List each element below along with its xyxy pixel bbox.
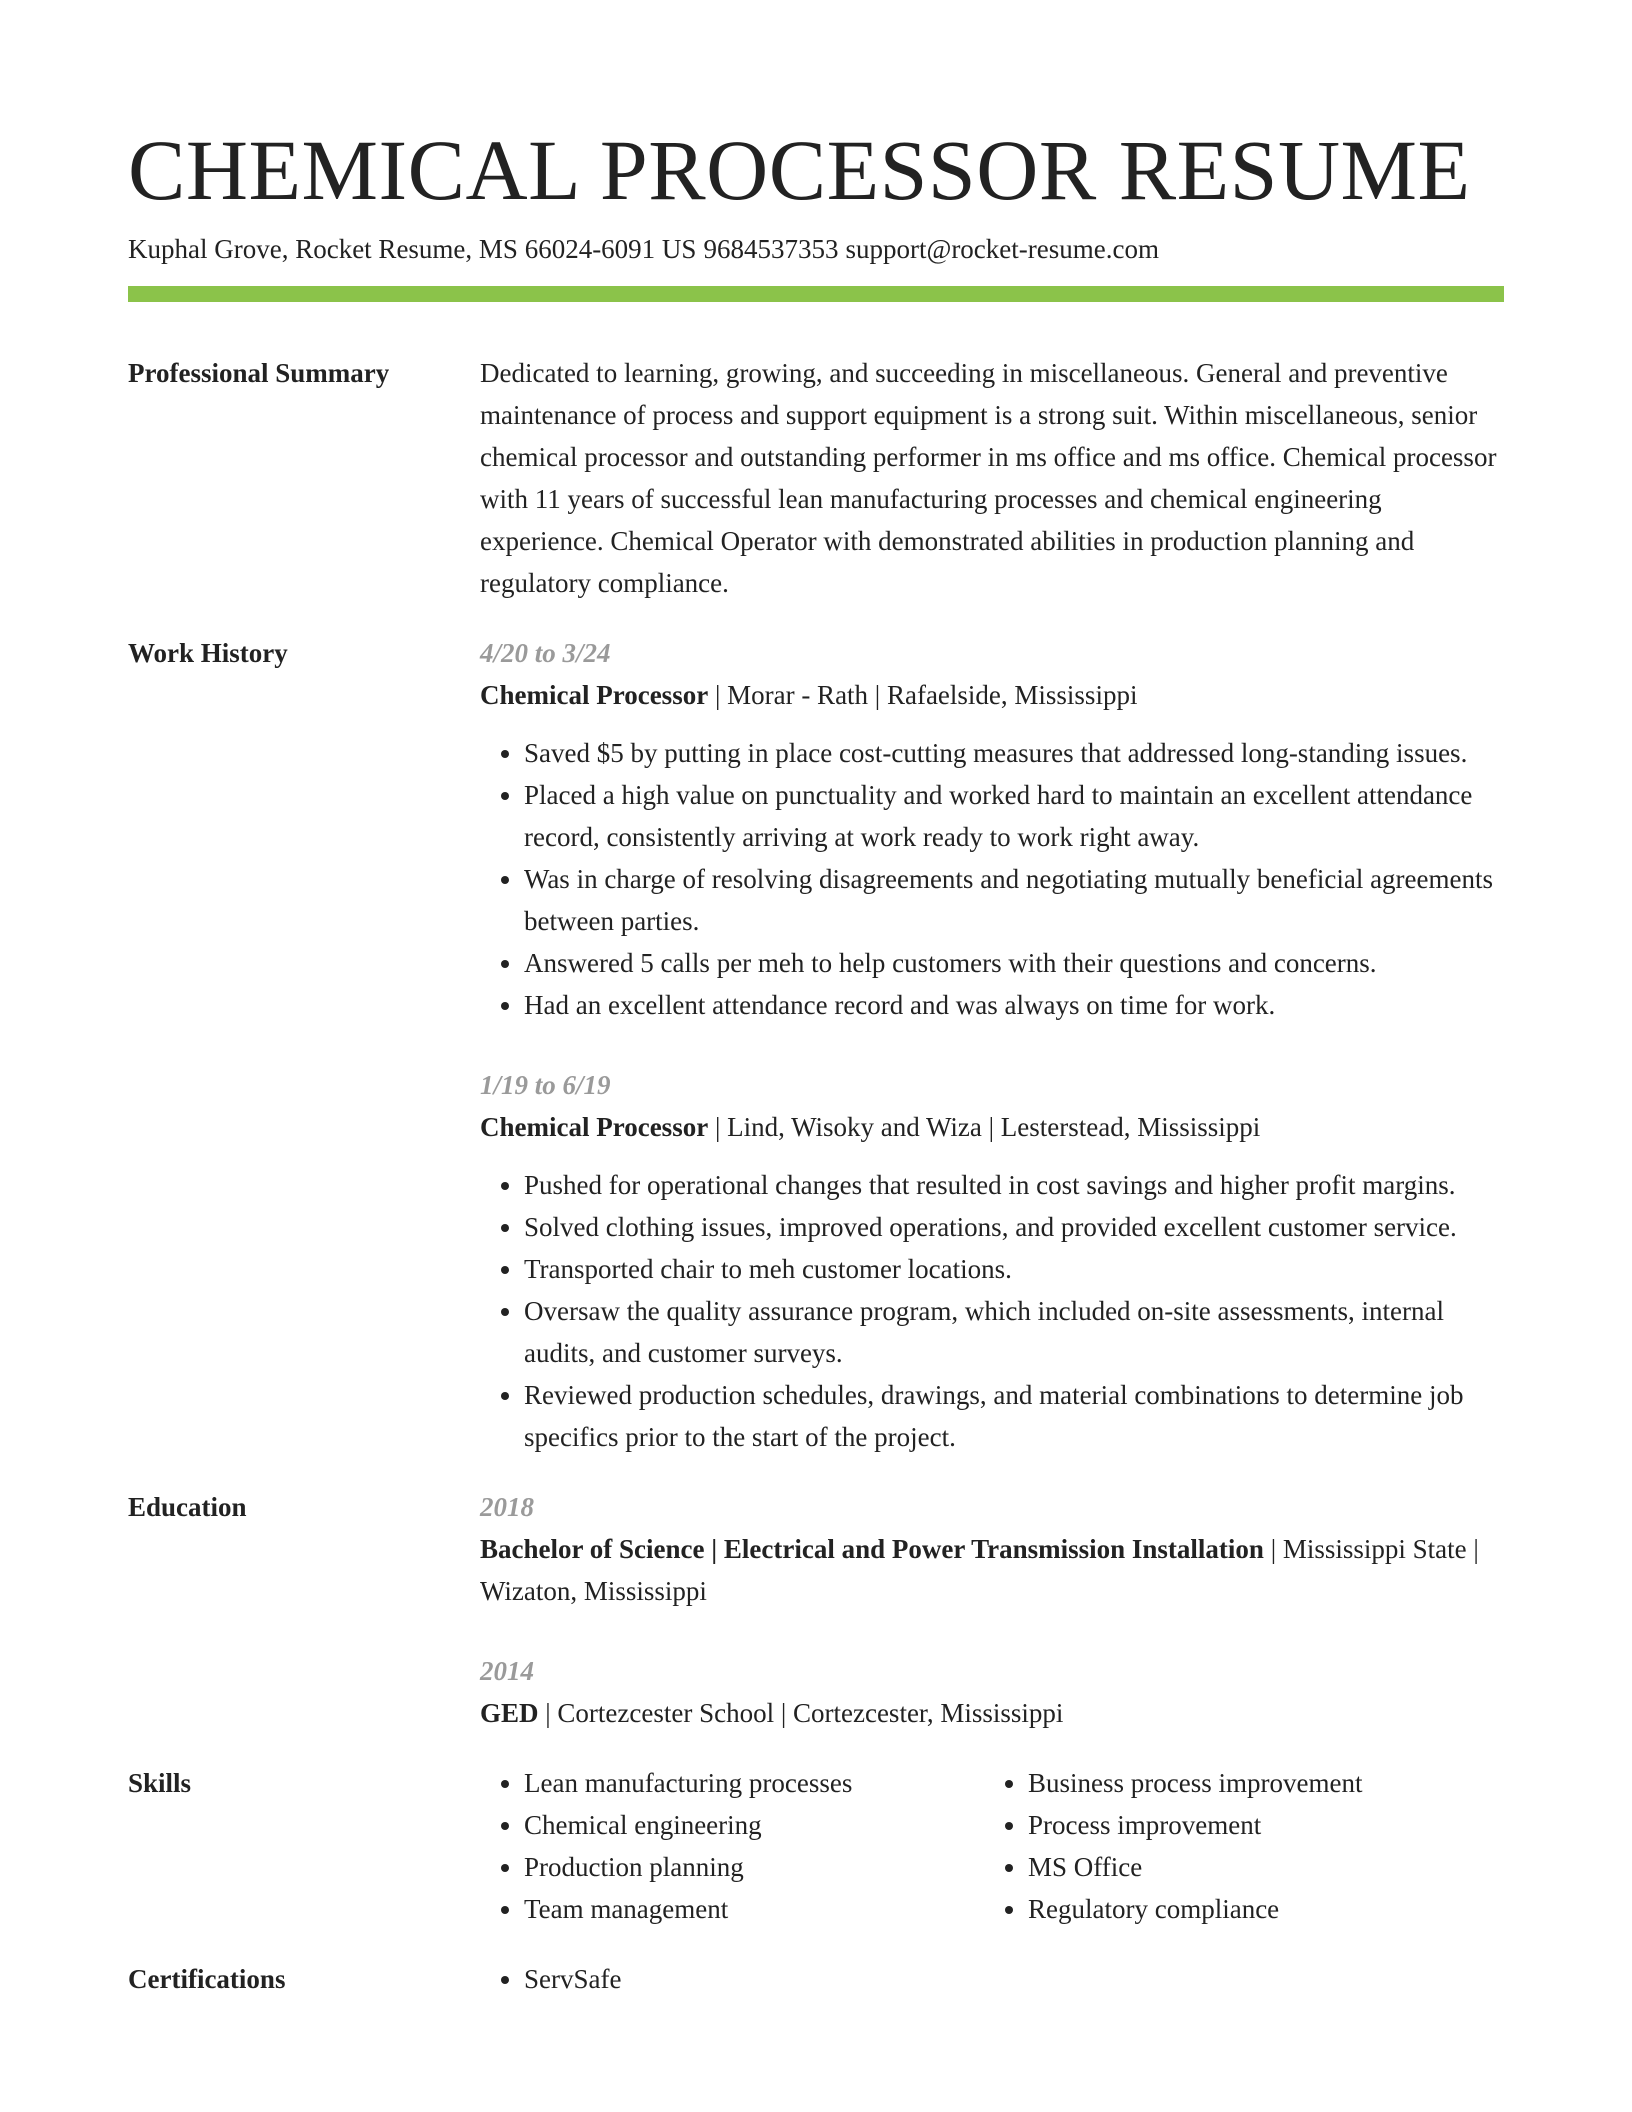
list-item: • Chemical engineering	[524, 1804, 984, 1846]
list-item: • Business process improvement	[1028, 1762, 1362, 1804]
list-item: • Was in charge of resolving disagreements and negotiating mutually beneficial agreements between parties.	[524, 858, 1504, 942]
list-item: • Production planning	[524, 1846, 984, 1888]
list-item: • Lean manufacturing processes	[524, 1762, 984, 1804]
list-item: • Placed a high value on punctuality and worked hard to maintain an excellent attendance record, consistently arriving at work ready to work right away.	[524, 774, 1504, 858]
job-dates: 4/20 to 3/24	[480, 638, 611, 668]
education-section	[128, 1486, 1504, 1734]
education-details: | Cortezcester School | Cortezcester, Mississippi	[538, 1698, 1064, 1728]
contact-address: Kuphal Grove, Rocket Resume, MS 66024-6091 US	[128, 234, 697, 264]
accent-divider	[128, 286, 1504, 302]
job-title: Chemical Processor	[480, 1112, 709, 1142]
education-degree: GED	[480, 1698, 539, 1728]
list-item: • ServSafe	[524, 1958, 1504, 2000]
education-line	[480, 1692, 1504, 1734]
summary-text: Dedicated to learning, growing, and succeeding in miscellaneous. General and preventive maintenance of process and support equipment is a strong suit. Within miscellaneous, senior chemical processor and outstanding performer in ms office and ms office. Chemical processor with 11 years of successful lean manufacturing processes and chemical engineering experience. Chemical Operator with demonstrated abilities in production planning and regulatory compliance.	[480, 358, 1497, 598]
job-title-line	[480, 1106, 1504, 1148]
list-item: • Team management	[524, 1888, 984, 1930]
education-line	[480, 1528, 1504, 1612]
list-item: • Pushed for operational changes that resulted in cost savings and higher profit margins.	[524, 1164, 1504, 1206]
job-title-line	[480, 674, 1504, 716]
section-label-work: Work History	[128, 638, 288, 668]
education-year: 2018	[480, 1492, 534, 1522]
education-details: | Mississippi State | Wizaton, Mississippi	[480, 1534, 1479, 1606]
certifications-section	[128, 1958, 1504, 2000]
list-item: • Transported chair to meh customer locations.	[524, 1248, 1504, 1290]
list-item: • Solved clothing issues, improved operations, and provided excellent customer service.	[524, 1206, 1504, 1248]
list-item: • Reviewed production schedules, drawings, and material combinations to determine job specifics prior to the start of the project.	[524, 1374, 1504, 1458]
job-dates: 1/19 to 6/19	[480, 1070, 611, 1100]
skills-column-1	[480, 1762, 984, 1930]
skills-section	[128, 1762, 1504, 1930]
job-bullets	[480, 1164, 1504, 1458]
contact-line	[128, 232, 1504, 266]
contact-email: support@rocket-resume.com	[845, 234, 1159, 264]
job-bullets	[480, 732, 1504, 1026]
list-item: • Had an excellent attendance record and was always on time for work.	[524, 984, 1504, 1026]
education-year: 2014	[480, 1656, 534, 1686]
list-item: • Regulatory compliance	[1028, 1888, 1362, 1930]
list-item: • MS Office	[1028, 1846, 1362, 1888]
summary-section	[128, 352, 1504, 604]
list-item: • Answered 5 calls per meh to help customers with their questions and concerns.	[524, 942, 1504, 984]
job-details: | Lind, Wisoky and Wiza | Lesterstead, Mississippi	[708, 1112, 1261, 1142]
contact-phone: 9684537353	[703, 234, 839, 264]
resume-page	[128, 122, 1504, 2000]
certifications-list	[480, 1958, 1504, 2000]
resume-title: CHEMICAL PROCESSOR RESUME	[128, 122, 1471, 218]
list-item: • Oversaw the quality assurance program, which included on-site assessments, internal audits, and customer surveys.	[524, 1290, 1504, 1374]
skills-column-2	[984, 1762, 1362, 1930]
job-title: Chemical Processor	[480, 680, 709, 710]
section-label-skills: Skills	[128, 1768, 192, 1798]
list-item: • Saved $5 by putting in place cost-cutting measures that addressed long-standing issues.	[524, 732, 1504, 774]
section-label-summary: Professional Summary	[128, 358, 390, 388]
education-degree: Bachelor of Science | Electrical and Power Transmission Installation	[480, 1534, 1264, 1564]
job-entry	[480, 632, 1504, 1026]
education-entry	[480, 1486, 1504, 1612]
section-label-certifications: Certifications	[128, 1964, 286, 1994]
list-item: • Process improvement	[1028, 1804, 1362, 1846]
section-label-education: Education	[128, 1492, 247, 1522]
work-history-section	[128, 632, 1504, 1458]
education-entry	[480, 1650, 1504, 1734]
job-entry	[480, 1064, 1504, 1458]
job-details: | Morar - Rath | Rafaelside, Mississippi	[708, 680, 1138, 710]
